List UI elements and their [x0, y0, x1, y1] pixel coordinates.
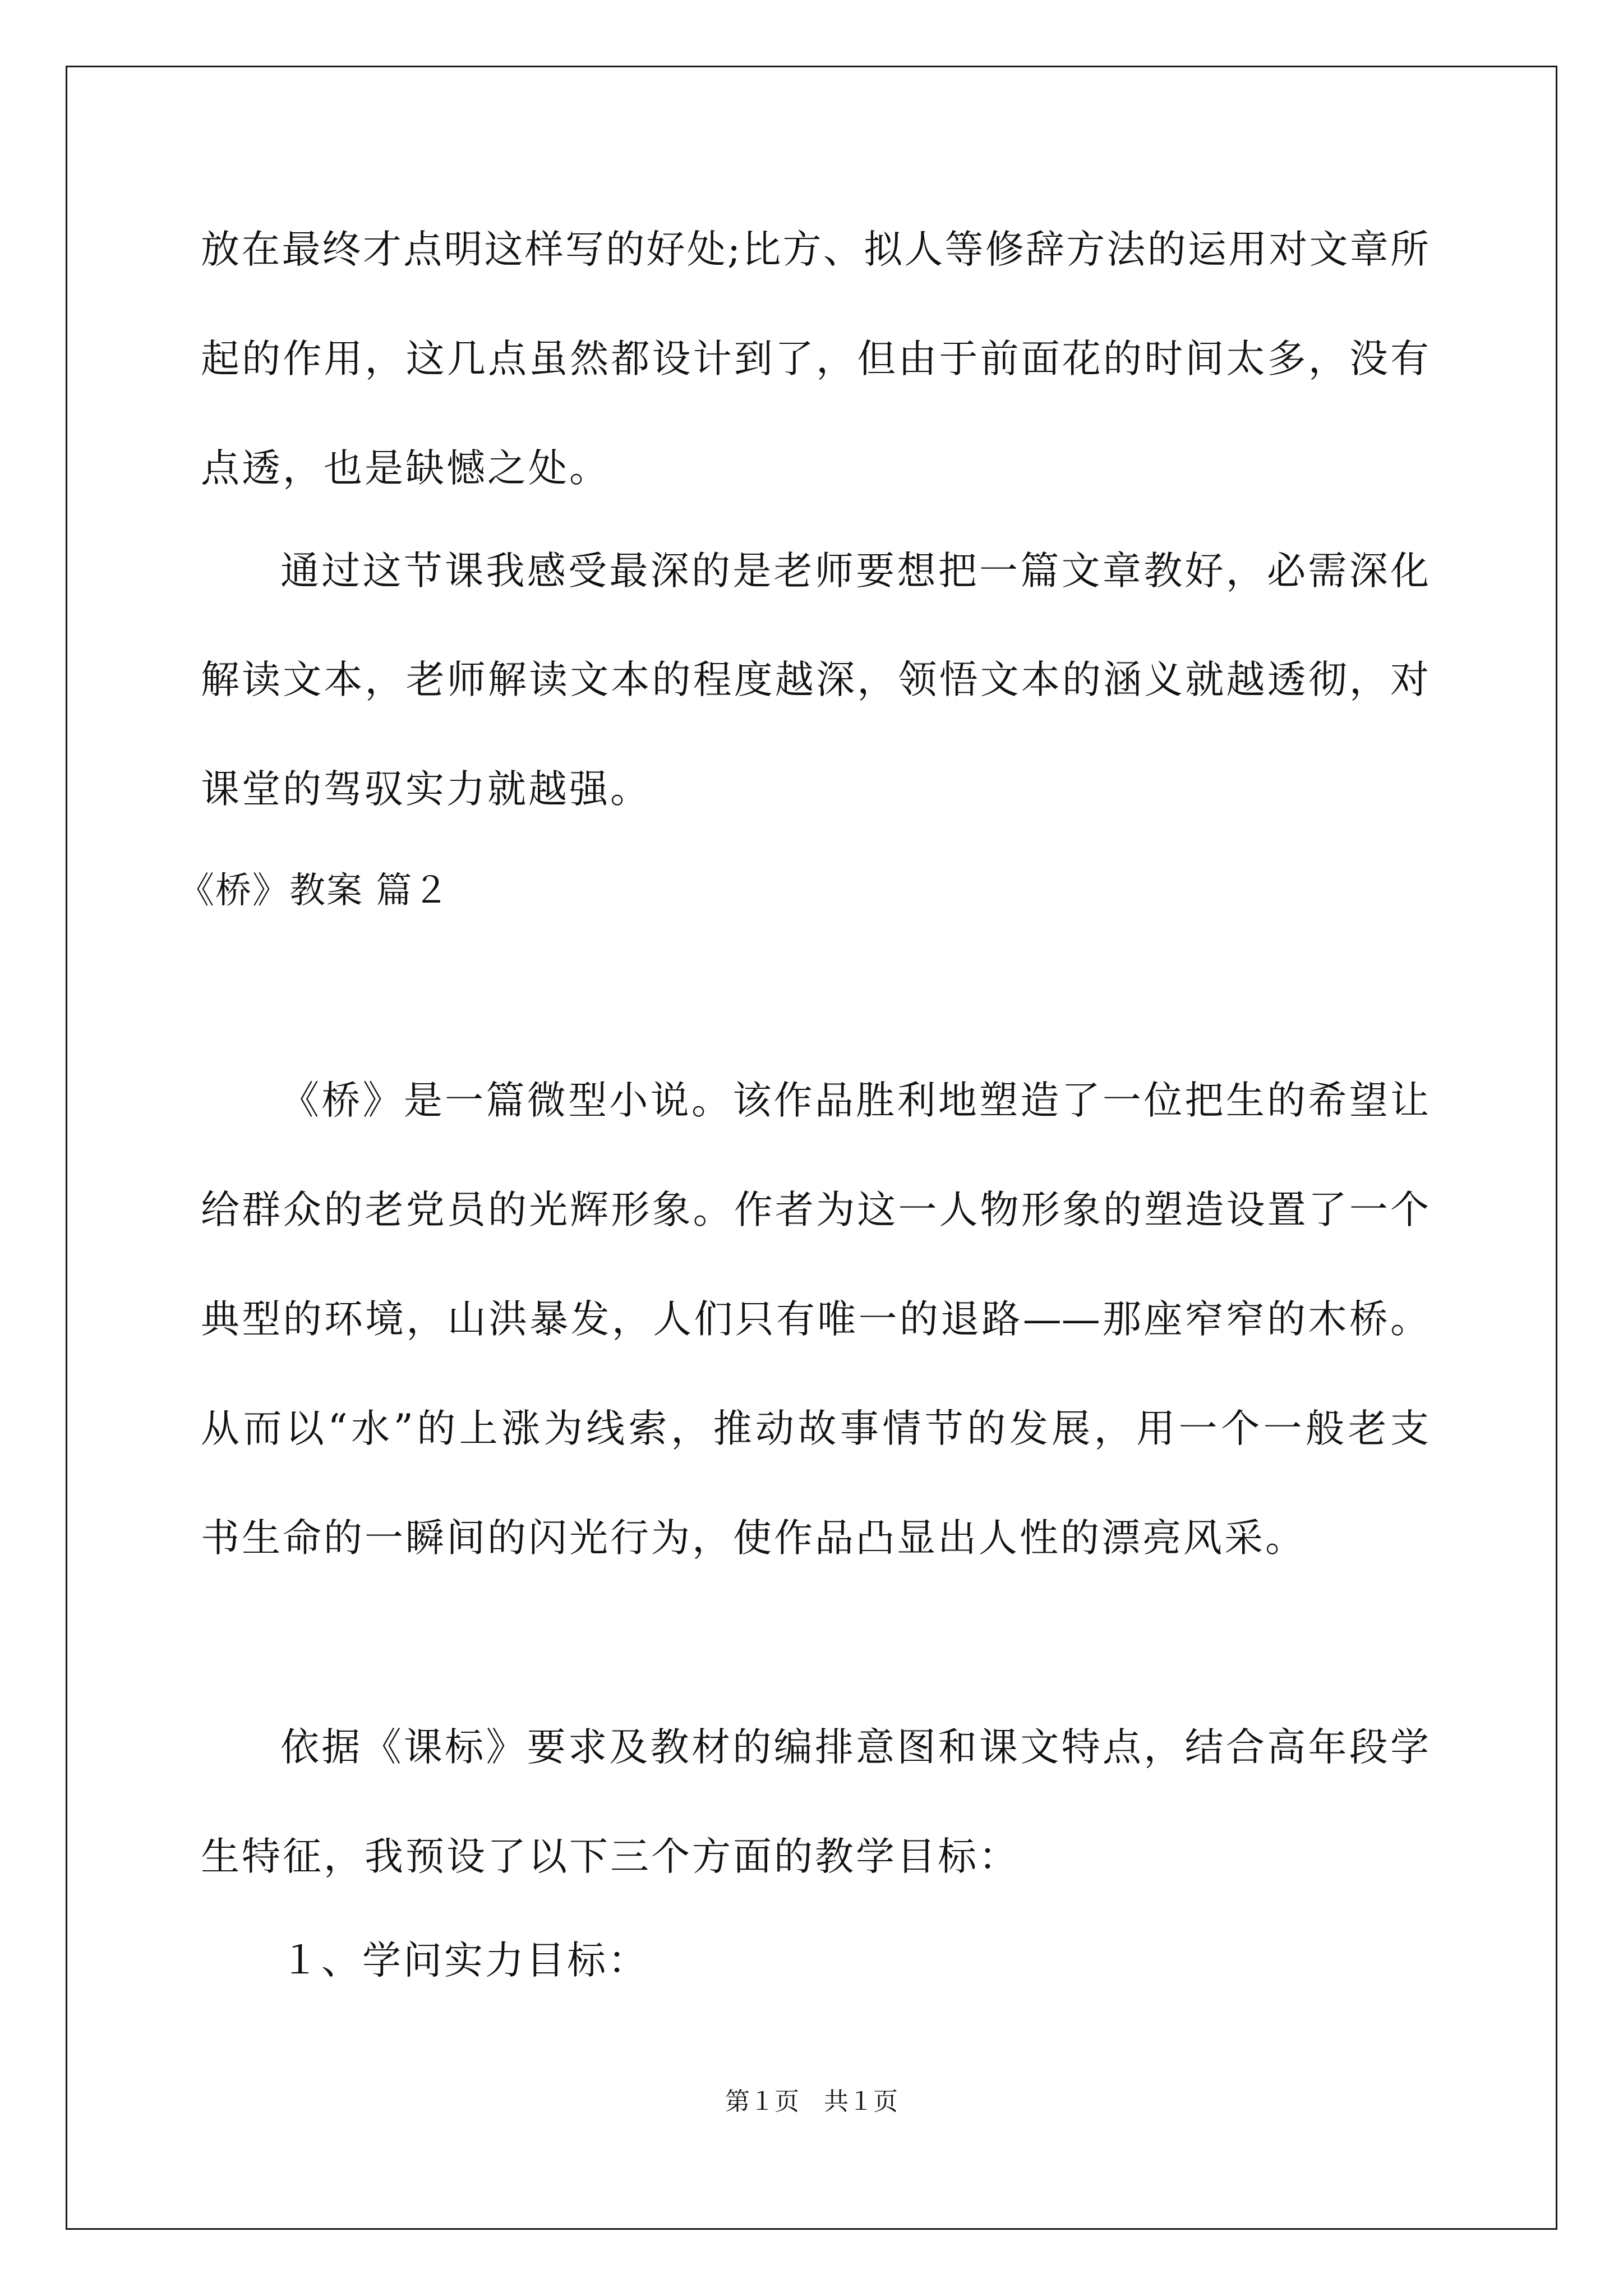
body-text-line: 放在最终才点明这样写的好处;比方、拟人等修辞方法的运用对文章所	[201, 227, 1429, 272]
body-text-line: 给群众的老党员的光辉形象。作者为这一人物形象的塑造设置了一个	[201, 1188, 1429, 1232]
body-text-line: 依据《课标》要求及教材的编排意图和课文特点，结合高年段学	[280, 1725, 1429, 1770]
body-text-line: 通过这节课我感受最深的是老师要想把一篇文章教好，必需深化	[280, 549, 1429, 593]
body-text-line: 点透，也是缺憾之处。	[201, 446, 610, 491]
body-text-line: 生特征，我预设了以下三个方面的教学目标：	[201, 1834, 1020, 1879]
body-text-line: 从而以“水”的上涨为线索，推动故事情节的发展，用一个一般老支	[201, 1406, 1429, 1451]
page-footer: 第１页 共１页	[725, 2088, 898, 2115]
body-text-line: 解读文本，老师解读文本的程度越深，领悟文本的涵义就越透彻，对	[201, 657, 1429, 702]
body-text-line: 典型的环境，山洪暴发，人们只有唯一的退路——那座窄窄的木桥。	[201, 1297, 1429, 1342]
body-text-line: 书生命的一瞬间的闪光行为，使作品凸显出人性的漂亮风采。	[201, 1516, 1306, 1561]
section-heading: 《桥》教案 篇２	[178, 870, 450, 912]
body-text-line: 课堂的驾驭实力就越强。	[201, 767, 651, 812]
list-item-text: １、学问实力目标：	[280, 1938, 649, 1983]
body-text-line: 《桥》是一篇微型小说。该作品胜利地塑造了一位把生的希望让	[280, 1078, 1429, 1123]
body-text-line: 起的作用，这几点虽然都设计到了，但由于前面花的时间太多，没有	[201, 337, 1429, 381]
page-border	[66, 66, 1557, 2230]
